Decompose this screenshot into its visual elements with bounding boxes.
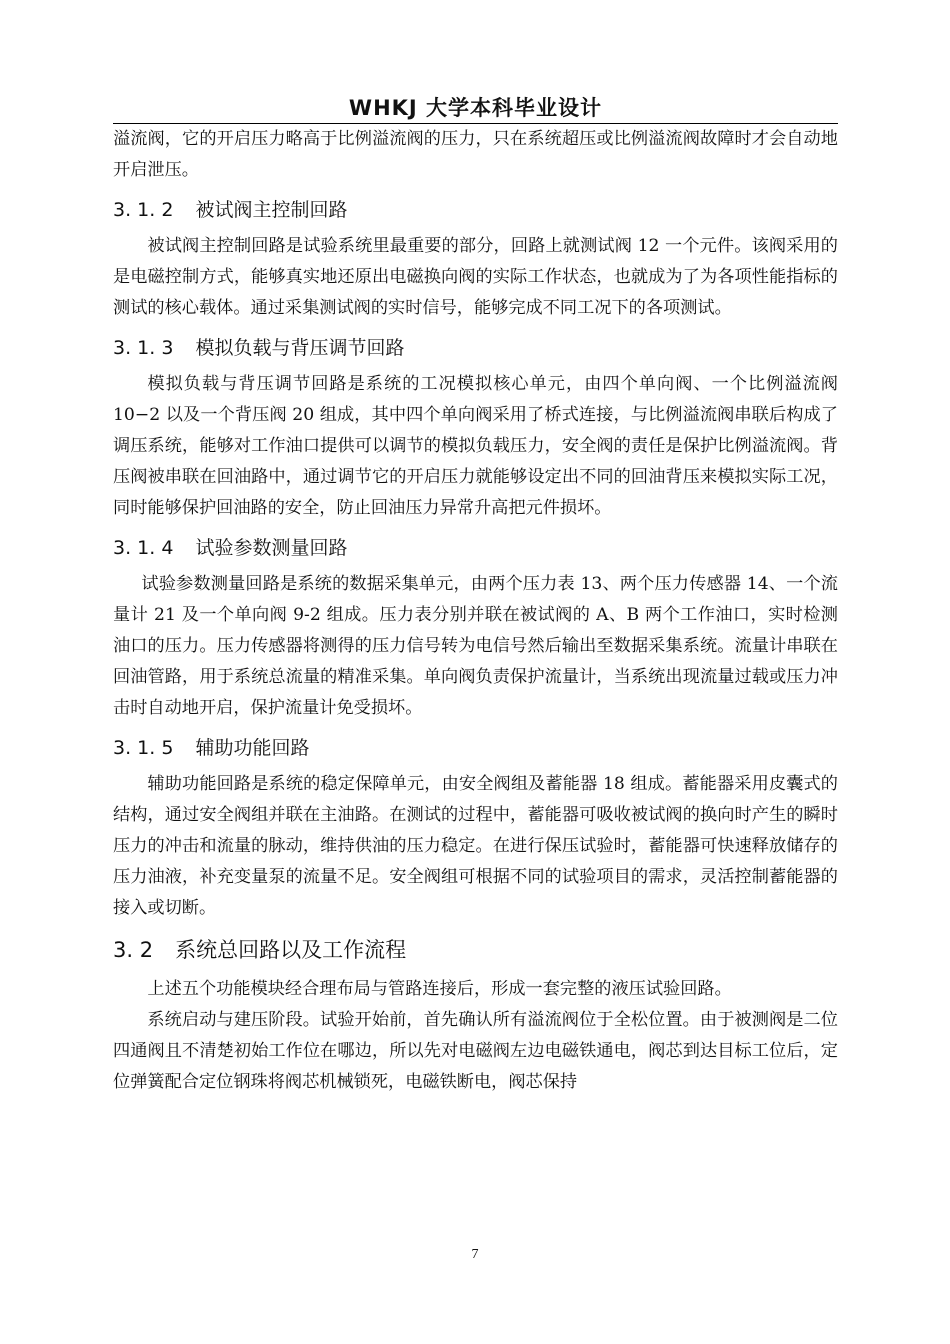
section-number: 3. 1. 4: [113, 537, 174, 559]
header-title: WHKJ 大学本科毕业设计: [348, 96, 603, 120]
section-heading-3-2: [113, 934, 838, 966]
paragraph-main-control: 被试阀主控制回路是试验系统里最重要的部分，回路上就测试阀 12 一个元件。该阀采用的是电磁控制方式，能够真实地还原出电磁换向阀的实际工作状态，也就成为了为各项性能指标的测试的核心载体。通过采集测试阀的实时信号，能够完成不同工况下的各项测试。: [113, 236, 838, 318]
section-heading-3-1-5: [113, 733, 838, 763]
section-heading-3-1-4: [113, 533, 838, 563]
page-number: 7: [471, 1247, 479, 1262]
section-number: 3. 1. 3: [113, 337, 174, 359]
section-title: 被试阀主控制回路: [195, 199, 348, 221]
paragraph-startup: 系统启动与建压阶段。试验开始前，首先确认所有溢流阀位于全松位置。由于被测阀是二位四通阀且不清楚初始工作位在哪边，所以先对电磁阀左边电磁铁通电，阀芯到达目标工位后，定位弹簧配合定位钢珠将阀芯机械锁死，电磁铁断电，阀芯保持: [113, 1010, 838, 1092]
paragraph-load-backpressure: 模拟负载与背压调节回路是系统的工况模拟核心单元，由四个单向阀、一个比例溢流阀 10−2 以及一个背压阀 20 组成，其中四个单向阀采用了桥式连接，与比例溢流阀串联后构成了调压系统，能够对工作油口提供可以调节的模拟负载压力，安全阀的责任是保护比例溢流阀。背压阀被串联在回油路中，通过调节它的开启压力就能够设定出不同的回油背压来模拟实际工况，同时能够保护回油路的安全，防止回油压力异常升高把元件损坏。: [113, 374, 838, 518]
section-title: 试验参数测量回路: [195, 537, 348, 559]
section-number: 3. 1. 2: [113, 199, 174, 221]
paragraph-overview: 上述五个功能模块经合理布局与管路连接后，形成一套完整的液压试验回路。: [147, 979, 732, 999]
paragraph-continuation: 溢流阀，它的开启压力略高于比例溢流阀的压力，只在系统超压或比例溢流阀故障时才会自动地开启泄压。: [113, 129, 838, 180]
section-heading-3-1-3: [113, 333, 838, 363]
section-heading-3-1-2: [113, 195, 838, 225]
document-body: [113, 124, 838, 1098]
section-title: 辅助功能回路: [195, 737, 310, 759]
section-number: 3. 2: [113, 938, 154, 962]
paragraph-auxiliary: 辅助功能回路是系统的稳定保障单元，由安全阀组及蓄能器 18 组成。蓄能器采用皮囊式的结构，通过安全阀组并联在主油路。在测试的过程中，蓄能器可吸收被试阀的换向时产生的瞬时压力的冲击和流量的脉动，维持供油的压力稳定。在进行保压试验时，蓄能器可快速释放储存的压力油液，补充变量泵的流量不足。安全阀组可根据不同的试验项目的需求，灵活控制蓄能器的接入或切断。: [113, 774, 838, 918]
section-number: 3. 1. 5: [113, 737, 174, 759]
section-title: 模拟负载与背压调节回路: [195, 337, 405, 359]
paragraph-measurement: 试验参数测量回路是系统的数据采集单元，由两个压力表 13、两个压力传感器 14、一个流量计 21 及一个单向阀 9-2 组成。压力表分别并联在被试阀的 A、B 两个工作油口，实时检测油口的压力。压力传感器将测得的压力信号转为电信号然后输出至数据采集系统。流量计串联在回油管路，用于系统总流量的精准采集。单向阀负责保护流量计，当系统出现流量过载或压力冲击时自动地开启，保护流量计免受损坏。: [113, 574, 838, 718]
section-title: 系统总回路以及工作流程: [175, 938, 407, 962]
page-header: [113, 93, 838, 124]
